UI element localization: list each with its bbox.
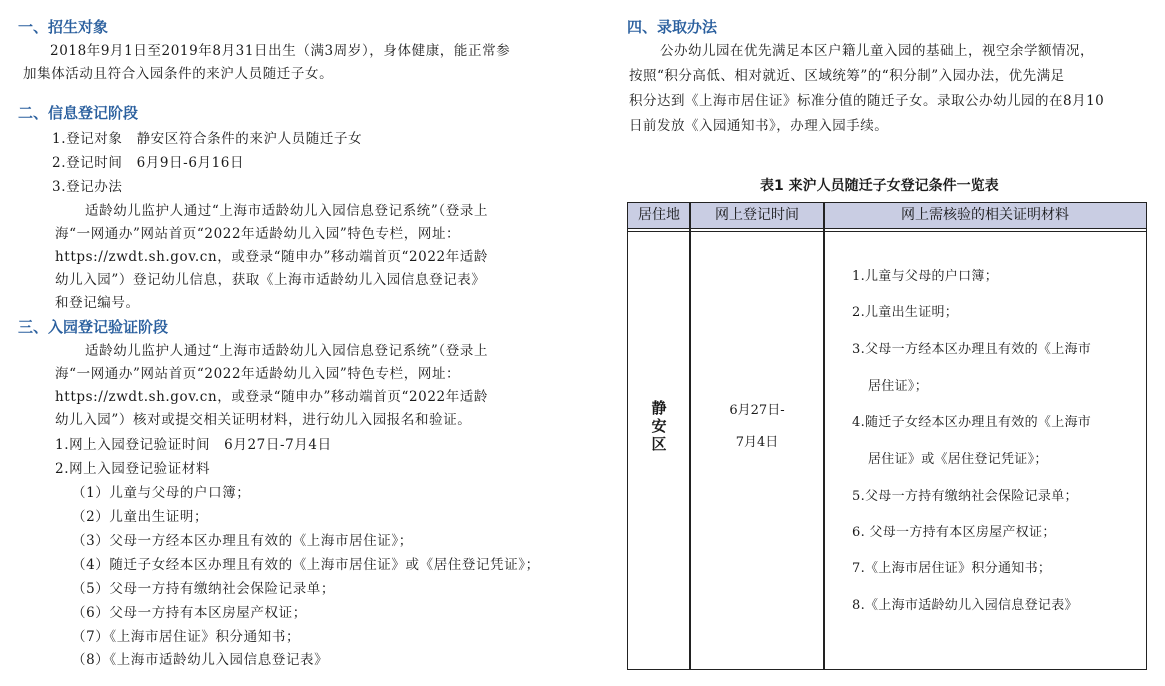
table-material-line: 1.儿童与父母的户口簿； [852, 269, 999, 284]
paragraph-line: 幼儿入园”）核对或提交相关证明材料，进行幼儿入园报名和验证。 [55, 412, 472, 428]
paragraph-line: 按照“积分高低、相对就近、区域统筹”的“积分制”入园办法，优先满足 [629, 68, 1065, 84]
list-item: 3.登记办法 [52, 179, 123, 195]
paragraph-line: 海“一网通办”网站首页“2022年适龄幼儿入园”特色专栏，网址： [55, 366, 461, 382]
material-item: （3）父母一方经本区办理且有效的《上海市居住证》； [72, 533, 413, 549]
material-item: （8）《上海市适龄幼儿入园信息登记表》 [72, 652, 329, 668]
registration-conditions-table [627, 202, 1147, 670]
list-item: 2.登记时间 6月9日-6月16日 [52, 155, 245, 171]
paragraph-line: 幼儿入园”）登记幼儿信息，获取《上海市适龄幼儿入园信息登记表》 [55, 272, 486, 288]
paragraph-line: https://zwdt.sh.gov.cn，或登录“随申办”移动端首页“2022年适龄 [55, 389, 489, 405]
material-item: （1）儿童与父母的户口簿； [72, 485, 251, 501]
material-item: （2）儿童出生证明； [72, 509, 209, 525]
list-item: 1.登记对象 静安区符合条件的来沪人员随迁子女 [52, 131, 363, 147]
table-material-line: 4.随迁子女经本区办理且有效的《上海市 [852, 415, 1092, 430]
column-header-materials: 网上需核验的相关证明材料 [901, 207, 1069, 223]
list-item: 1.网上入园登记验证时间 6月27日-7月4日 [55, 437, 332, 453]
material-item: （5）父母一方持有缴纳社会保险记录单； [72, 581, 335, 597]
registration-date-end: 7月4日 [735, 435, 779, 450]
district-char: 静 [651, 399, 667, 417]
table-header-row [628, 203, 1146, 229]
table-rule [628, 231, 1146, 232]
table-caption: 表1 来沪人员随迁子女登记条件一览表 [760, 178, 999, 194]
paragraph-line: 加集体活动且符合入园条件的来沪人员随迁子女。 [23, 66, 334, 82]
paragraph-line: 积分达到《上海市居住证》标准分值的随迁子女。录取公办幼儿园的在8月10 [629, 93, 1105, 109]
paragraph-line: 适龄幼儿监护人通过“上海市适龄幼儿入园信息登记系统”（登录上 [85, 203, 489, 219]
paragraph-line: 日前发放《入园通知书》，办理入园手续。 [629, 118, 889, 134]
section-heading-enrollment-verification: 三、入园登记验证阶段 [18, 318, 169, 336]
paragraph-line: 2018年9月1日至2019年8月31日出生（满3周岁），身体健康，能正常参 [50, 43, 511, 59]
material-item: （4）随迁子女经本区办理且有效的《上海市居住证》或《居住登记凭证》； [72, 557, 540, 573]
paragraph-line: 和登记编号。 [55, 295, 140, 311]
list-item: 2.网上入园登记验证材料 [55, 461, 211, 477]
paragraph-line: https://zwdt.sh.gov.cn，或登录“随申办”移动端首页“2022年适龄 [55, 249, 489, 265]
district-char: 区 [651, 435, 667, 453]
column-header-residence: 居住地 [638, 207, 680, 223]
table-material-line: 5.父母一方持有缴纳社会保险记录单； [852, 489, 1078, 504]
table-material-line: 8.《上海市适龄幼儿入园信息登记表》 [852, 598, 1078, 613]
section-heading-admission-method: 四、录取办法 [627, 18, 718, 36]
material-item: （6）父母一方持有本区房屋产权证； [72, 605, 307, 621]
paragraph-line: 适龄幼儿监护人通过“上海市适龄幼儿入园信息登记系统”（登录上 [85, 343, 489, 359]
table-material-line: 6. 父母一方持有本区房屋产权证； [852, 525, 1056, 540]
material-item: （7）《上海市居住证》积分通知书； [72, 629, 301, 645]
table-material-line: 居住证》； [868, 379, 929, 394]
paragraph-line: 公办幼儿园在优先满足本区户籍儿童入园的基础上，视空余学额情况， [660, 43, 1094, 59]
district-cell [628, 399, 690, 453]
column-header-registration-time: 网上登记时间 [715, 207, 799, 223]
district-char: 安 [651, 417, 667, 435]
table-material-line: 居住证》或《居住登记凭证》； [868, 452, 1048, 467]
paragraph-line: 海“一网通办”网站首页“2022年适龄幼儿入园”特色专栏，网址： [55, 226, 461, 242]
table-material-line: 7.《上海市居住证》积分通知书； [852, 561, 1052, 576]
section-heading-info-registration: 二、信息登记阶段 [18, 104, 139, 122]
table-material-line: 3.父母一方经本区办理且有效的《上海市 [852, 342, 1092, 357]
registration-date-start: 6月27日- [729, 403, 785, 418]
table-material-line: 2.儿童出生证明； [852, 305, 959, 320]
section-heading-enrollment-target: 一、招生对象 [18, 18, 109, 36]
